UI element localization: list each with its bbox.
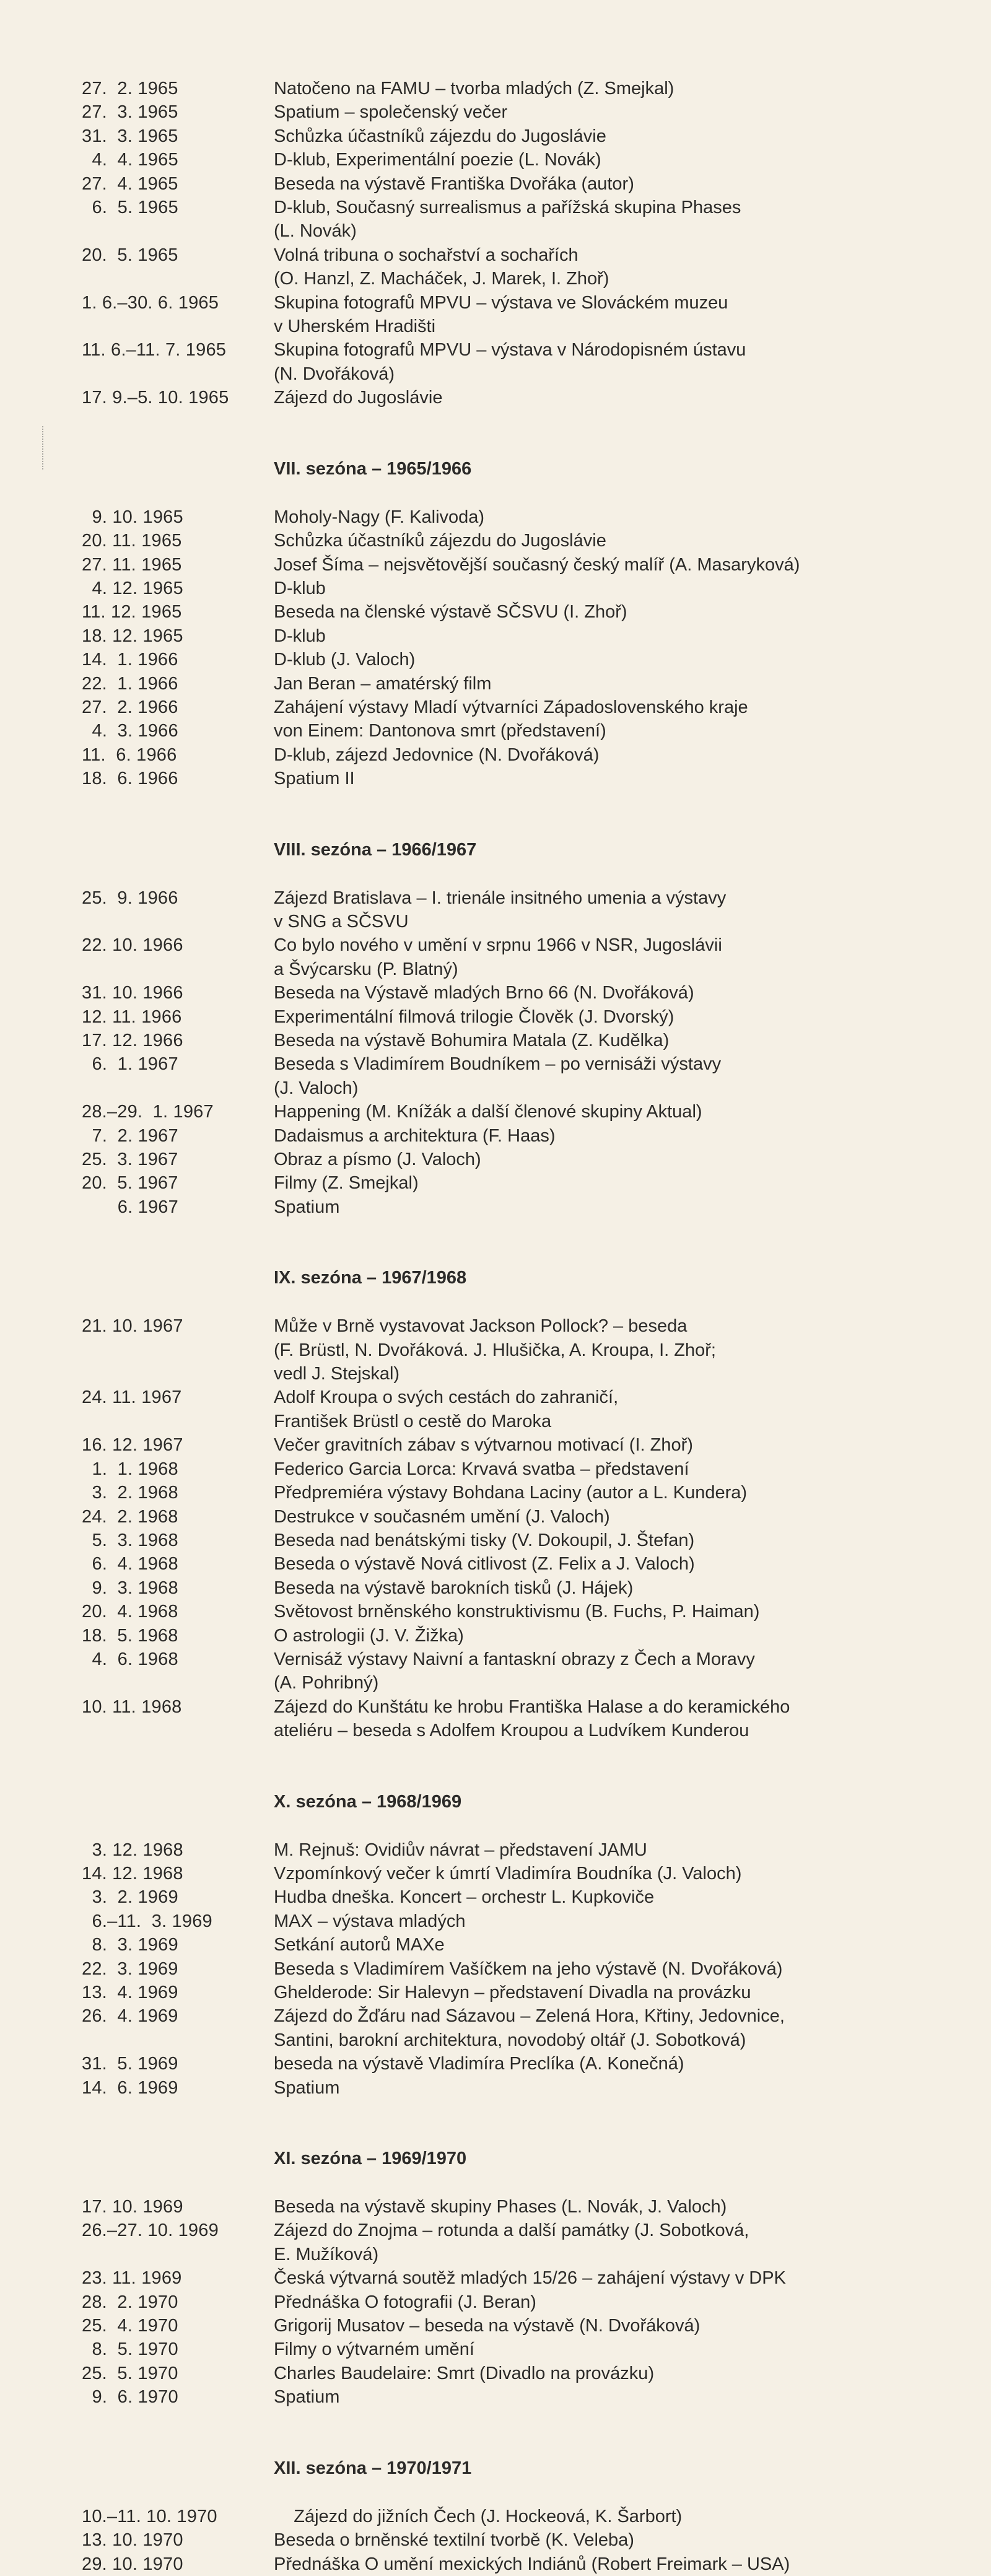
event-description-line: Zájezd do Kunštátu ke hrobu Františka Halase a do keramického bbox=[274, 1696, 790, 1717]
event-date: 25. 9. 1966 bbox=[82, 888, 178, 908]
event-description bbox=[274, 124, 606, 148]
event-row bbox=[0, 1100, 991, 1124]
event-description-line: Přednáška O umění mexických Indiánů (Robert Freimark – USA) bbox=[274, 2554, 790, 2574]
event-description-line: Happening (M. Knížák a další členové skupiny Aktual) bbox=[274, 1102, 702, 1122]
season-section bbox=[0, 838, 991, 1220]
event-description-line: Zájezd do jižních Čech (J. Hockeová, K. Šarbort) bbox=[274, 2506, 683, 2526]
event-row bbox=[0, 1124, 991, 1148]
event-row bbox=[0, 743, 991, 767]
event-date: 16. 12. 1967 bbox=[82, 1435, 183, 1456]
event-description bbox=[274, 933, 722, 981]
event-description bbox=[274, 2385, 339, 2409]
event-row bbox=[0, 696, 991, 719]
event-date: 13. 10. 1970 bbox=[82, 2530, 183, 2551]
event-description-line: Česká výtvarná soutěž mladých 15/26 – zahájení výstavy v DPK bbox=[274, 2268, 786, 2289]
event-row bbox=[0, 1600, 991, 1623]
season-section bbox=[0, 1266, 991, 1742]
event-description bbox=[274, 148, 601, 172]
event-row bbox=[0, 243, 991, 291]
event-description bbox=[274, 672, 491, 696]
event-description bbox=[274, 2528, 634, 2552]
event-description bbox=[274, 1885, 654, 1909]
event-date: 22. 10. 1966 bbox=[82, 935, 183, 956]
event-description bbox=[274, 886, 726, 934]
event-description-line: Santini, barokní architektura, novodobý oltář (J. Sobotková) bbox=[274, 2030, 746, 2050]
event-description-line: ateliéru – beseda s Adolfem Kroupou a Ludvíkem Kunderou bbox=[274, 1721, 749, 1741]
event-row bbox=[0, 2004, 991, 2052]
event-description bbox=[274, 696, 748, 719]
event-row bbox=[0, 338, 991, 386]
event-description-line: MAX – výstava mladých bbox=[274, 1911, 466, 1931]
event-description bbox=[274, 624, 326, 648]
event-description-line: (O. Hanzl, Z. Macháček, J. Marek, I. Zhoř) bbox=[274, 269, 609, 289]
event-date: 4. 12. 1965 bbox=[82, 578, 183, 598]
event-date: 18. 6. 1966 bbox=[82, 769, 178, 789]
event-date: 27. 2. 1965 bbox=[82, 79, 178, 98]
event-date: 1. 6.–30. 6. 1965 bbox=[82, 292, 219, 313]
event-description-line: Spatium – společenský večer bbox=[274, 102, 508, 123]
event-description bbox=[274, 1981, 751, 2004]
event-date: 27. 3. 1965 bbox=[82, 102, 178, 123]
event-row bbox=[0, 172, 991, 196]
event-row bbox=[0, 1386, 991, 1433]
event-date: 11. 6.–11. 7. 1965 bbox=[82, 340, 227, 360]
event-description-line: Zájezd do Znojma – rotunda a další památky (J. Sobotková, bbox=[274, 2220, 749, 2241]
event-description-line: D-klub bbox=[274, 626, 326, 646]
event-row bbox=[0, 1910, 991, 1933]
event-date: 13. 4. 1969 bbox=[82, 1983, 178, 2002]
event-row bbox=[0, 1029, 991, 1052]
event-date: 22. 3. 1969 bbox=[82, 1958, 178, 1979]
event-date: 17. 9.–5. 10. 1965 bbox=[82, 388, 229, 408]
event-description-line: Vernisáž výstavy Naivní a fantaskní obrazy z Čech a Moravy bbox=[274, 1649, 755, 1669]
event-date: 6. 1967 bbox=[82, 1197, 178, 1217]
event-row bbox=[0, 1648, 991, 1695]
event-description bbox=[274, 743, 599, 767]
event-description-line: Světovost brněnského konstruktivismu (B. Fuchs, P. Haiman) bbox=[274, 1602, 760, 1622]
event-description bbox=[274, 1933, 445, 1957]
event-description bbox=[274, 2052, 684, 2076]
event-row bbox=[0, 148, 991, 172]
event-date: 3. 2. 1969 bbox=[82, 1887, 178, 1908]
event-description-line: Spatium bbox=[274, 2387, 340, 2408]
event-description bbox=[274, 172, 634, 196]
event-description-line: D-klub, zájezd Jedovnice (N. Dvořáková) bbox=[274, 744, 600, 765]
event-description-line: Beseda na členské výstavě SČSVU (I. Zhoř) bbox=[274, 602, 627, 622]
event-description-line: Setkání autorů MAXe bbox=[274, 1935, 445, 1955]
event-row bbox=[0, 2338, 991, 2361]
event-description-line: Volná tribuna o sochařství a sochařích bbox=[274, 245, 578, 265]
event-date: 20. 11. 1965 bbox=[82, 531, 182, 551]
event-row bbox=[0, 1981, 991, 2004]
season-heading: XI. sezóna – 1969/1970 bbox=[274, 2149, 467, 2169]
event-row bbox=[0, 577, 991, 600]
event-date: 27. 2. 1966 bbox=[82, 697, 178, 717]
event-date: 20. 5. 1967 bbox=[82, 1173, 178, 1194]
event-date: 8. 3. 1969 bbox=[82, 1935, 178, 1955]
event-date: 9. 3. 1968 bbox=[82, 1578, 178, 1598]
event-description bbox=[274, 1433, 693, 1457]
event-description bbox=[274, 1695, 790, 1743]
event-row bbox=[0, 1481, 991, 1504]
event-description-line: Zahájení výstavy Mladí výtvarníci Západoslovenského kraje bbox=[274, 697, 748, 717]
event-date: 31. 3. 1965 bbox=[82, 126, 178, 146]
event-description-line: (F. Brüstl, N. Dvořáková. J. Hlušička, A. Kroupa, I. Zhoř; bbox=[274, 1340, 716, 1360]
event-description-line: Grigorij Musatov – beseda na výstavě (N. Dvořáková) bbox=[274, 2316, 701, 2336]
event-description bbox=[274, 2219, 749, 2266]
event-row bbox=[0, 1148, 991, 1171]
event-row bbox=[0, 1052, 991, 1100]
event-description bbox=[274, 2552, 790, 2576]
event-description bbox=[274, 1386, 618, 1433]
event-row bbox=[0, 1171, 991, 1195]
event-description bbox=[274, 1171, 419, 1195]
event-date: 20. 5. 1965 bbox=[82, 245, 178, 265]
event-row bbox=[0, 1457, 991, 1481]
season-heading: IX. sezóna – 1967/1968 bbox=[274, 1268, 467, 1288]
event-date: 12. 11. 1966 bbox=[82, 1006, 182, 1027]
event-description-line: D-klub, Experimentální poezie (L. Novák) bbox=[274, 150, 601, 170]
event-description-line: Přednáška O fotografii (J. Beran) bbox=[274, 2292, 536, 2312]
event-row bbox=[0, 1195, 991, 1219]
event-row bbox=[0, 1862, 991, 1885]
event-description-line: (A. Pohribný) bbox=[274, 1673, 379, 1693]
event-date: 28.–29. 1. 1967 bbox=[82, 1102, 214, 1122]
season-section bbox=[0, 77, 991, 410]
event-description-line: v SNG a SČSVU bbox=[274, 911, 409, 932]
event-row bbox=[0, 529, 991, 552]
event-description bbox=[274, 1529, 694, 1552]
event-date: 28. 2. 1970 bbox=[82, 2292, 178, 2312]
event-date: 3. 2. 1968 bbox=[82, 1483, 178, 1503]
event-date: 21. 10. 1967 bbox=[82, 1316, 183, 1337]
event-date: 5. 3. 1968 bbox=[82, 1530, 178, 1550]
event-description bbox=[274, 100, 507, 124]
event-date: 18. 5. 1968 bbox=[82, 1625, 178, 1646]
event-description bbox=[274, 2266, 786, 2290]
event-description bbox=[274, 1648, 755, 1695]
event-row bbox=[0, 196, 991, 243]
event-row bbox=[0, 1885, 991, 1909]
event-chronology bbox=[0, 77, 991, 2576]
event-row bbox=[0, 1529, 991, 1552]
event-description-line: Schůzka účastníků zájezdu do Jugoslávie bbox=[274, 126, 606, 146]
event-description bbox=[274, 2004, 785, 2052]
event-date: 6.–11. 3. 1969 bbox=[82, 1911, 212, 1931]
event-description bbox=[274, 505, 484, 529]
event-description-line: František Brüstl o cestě do Maroka bbox=[274, 1411, 552, 1431]
event-row bbox=[0, 2052, 991, 2076]
event-description bbox=[274, 2338, 474, 2361]
event-date: 4. 6. 1968 bbox=[82, 1649, 178, 1669]
event-description-line: Beseda na Výstavě mladých Brno 66 (N. Dvořáková) bbox=[274, 983, 694, 1003]
event-description-line: D-klub (J. Valoch) bbox=[274, 650, 416, 670]
event-description-line: Beseda na výstavě Františka Dvořáka (autor) bbox=[274, 173, 634, 194]
event-date: 27. 4. 1965 bbox=[82, 173, 178, 194]
event-description bbox=[274, 719, 606, 743]
event-date: 10. 11. 1968 bbox=[82, 1696, 182, 1717]
event-description bbox=[274, 529, 606, 552]
season-section bbox=[0, 2147, 991, 2409]
event-description bbox=[274, 1195, 339, 1219]
event-description bbox=[274, 196, 741, 243]
event-row bbox=[0, 648, 991, 671]
event-row bbox=[0, 2290, 991, 2314]
event-description bbox=[274, 553, 800, 577]
event-description-line: (J. Valoch) bbox=[274, 1078, 359, 1098]
event-description-line: Obraz a písmo (J. Valoch) bbox=[274, 1150, 481, 1170]
event-description-line: (N. Dvořáková) bbox=[274, 364, 395, 384]
event-date: 31. 10. 1966 bbox=[82, 983, 183, 1003]
event-description bbox=[274, 2505, 682, 2528]
event-description-line: Beseda nad benátskými tisky (V. Dokoupil, J. Štefan) bbox=[274, 1530, 695, 1550]
event-row bbox=[0, 2505, 991, 2528]
event-description-line: v Uherském Hradišti bbox=[274, 317, 436, 337]
event-description-line: Zájezd Bratislava – I. trienále insitného umenia a výstavy bbox=[274, 888, 727, 908]
event-description-line: Beseda na výstavě barokních tisků (J. Hájek) bbox=[274, 1578, 634, 1598]
event-date: 17. 10. 1969 bbox=[82, 2197, 183, 2217]
event-date: 4. 3. 1966 bbox=[82, 721, 178, 741]
event-row bbox=[0, 291, 991, 339]
season-heading: VIII. sezóna – 1966/1967 bbox=[274, 839, 477, 860]
event-description-line: D-klub bbox=[274, 578, 326, 598]
event-description-line: vedl J. Stejskal) bbox=[274, 1364, 400, 1384]
event-date: 18. 12. 1965 bbox=[82, 626, 183, 646]
event-description bbox=[274, 1957, 782, 1981]
event-description-line: Co bylo nového v umění v srpnu 1966 v NSR, Jugoslávii bbox=[274, 935, 722, 956]
event-date: 26.–27. 10. 1969 bbox=[82, 2220, 219, 2241]
event-row bbox=[0, 981, 991, 1005]
event-description-line: Beseda o brněnské textilní tvorbě (K. Veleba) bbox=[274, 2530, 634, 2551]
event-row bbox=[0, 933, 991, 981]
event-description-line: Večer gravitních zábav s výtvarnou motivací (I. Zhoř) bbox=[274, 1435, 693, 1456]
season-section bbox=[0, 2456, 991, 2576]
event-row bbox=[0, 886, 991, 934]
event-row bbox=[0, 624, 991, 648]
event-row bbox=[0, 1957, 991, 1981]
event-row bbox=[0, 2266, 991, 2290]
event-description-line: Josef Šíma – nejsvětovější současný český malíř (A. Masaryková) bbox=[274, 554, 800, 575]
season-heading: XII. sezóna – 1970/1971 bbox=[274, 2458, 472, 2478]
event-description-line: Spatium II bbox=[274, 769, 355, 789]
event-row bbox=[0, 1505, 991, 1529]
event-description-line: Zájezd do Žďáru nad Sázavou – Zelená Hora, Křtiny, Jedovnice, bbox=[274, 2006, 785, 2027]
event-description-line: Hudba dneška. Koncert – orchestr L. Kupkoviče bbox=[274, 1887, 655, 1908]
event-date: 25. 5. 1970 bbox=[82, 2363, 178, 2383]
event-description bbox=[274, 981, 694, 1005]
event-description bbox=[274, 1005, 674, 1029]
event-description bbox=[274, 1838, 647, 1862]
event-date: 4. 4. 1965 bbox=[82, 150, 178, 170]
event-row bbox=[0, 2076, 991, 2100]
event-row bbox=[0, 1695, 991, 1743]
event-date: 24. 11. 1967 bbox=[82, 1387, 182, 1408]
event-date: 1. 1. 1968 bbox=[82, 1459, 178, 1479]
event-description bbox=[274, 77, 674, 100]
event-row bbox=[0, 2195, 991, 2219]
event-description-line: Beseda na výstavě skupiny Phases (L. Novák, J. Valoch) bbox=[274, 2197, 727, 2217]
event-description-line: Jan Beran – amatérský film bbox=[274, 673, 492, 694]
event-date: 31. 5. 1969 bbox=[82, 2054, 178, 2074]
event-date: 22. 1. 1966 bbox=[82, 673, 178, 694]
event-row bbox=[0, 719, 991, 743]
event-description bbox=[274, 1029, 669, 1052]
season-heading: X. sezóna – 1968/1969 bbox=[274, 1791, 462, 1812]
event-description-line: Filmy (Z. Smejkal) bbox=[274, 1173, 419, 1194]
event-description bbox=[274, 1457, 689, 1481]
event-date: 23. 11. 1969 bbox=[82, 2268, 182, 2289]
event-date: 14. 12. 1968 bbox=[82, 1863, 183, 1884]
event-description bbox=[274, 291, 728, 339]
event-description bbox=[274, 767, 355, 790]
event-row bbox=[0, 2314, 991, 2338]
season-heading: VII. sezóna – 1965/1966 bbox=[274, 458, 472, 479]
event-description bbox=[274, 600, 627, 624]
event-description-line: Charles Baudelaire: Smrt (Divadlo na provázku) bbox=[274, 2363, 655, 2383]
event-row bbox=[0, 100, 991, 124]
event-description bbox=[274, 2076, 339, 2100]
event-description-line: Natočeno na FAMU – tvorba mladých (Z. Smejkal) bbox=[274, 79, 674, 98]
event-description-line: Federico Garcia Lorca: Krvavá svatba – představení bbox=[274, 1459, 689, 1479]
event-description-line: Adolf Kroupa o svých cestách do zahraničí, bbox=[274, 1387, 619, 1408]
event-description bbox=[274, 243, 609, 291]
event-description bbox=[274, 1314, 716, 1386]
event-description bbox=[274, 338, 746, 386]
event-description-line: Beseda na výstavě Bohumira Matala (Z. Kudělka) bbox=[274, 1031, 670, 1050]
event-description-line: O astrologii (J. V. Žižka) bbox=[274, 1625, 464, 1646]
event-date: 20. 4. 1968 bbox=[82, 1602, 178, 1622]
event-description-line: Může v Brně vystavovat Jackson Pollock? – beseda bbox=[274, 1316, 688, 1337]
event-description bbox=[274, 1052, 721, 1100]
event-description-line: von Einem: Dantonova smrt (představení) bbox=[274, 721, 606, 741]
event-date: 3. 12. 1968 bbox=[82, 1840, 183, 1860]
event-description bbox=[274, 1124, 556, 1148]
event-row bbox=[0, 2219, 991, 2266]
event-date: 14. 1. 1966 bbox=[82, 650, 178, 670]
event-description-line: M. Rejnuš: Ovidiův návrat – představení JAMU bbox=[274, 1840, 647, 1860]
event-row bbox=[0, 2552, 991, 2576]
event-description bbox=[274, 577, 326, 600]
event-row bbox=[0, 1624, 991, 1648]
event-row bbox=[0, 600, 991, 624]
season-section bbox=[0, 1790, 991, 2100]
event-description-line: Moholy-Nagy (F. Kalivoda) bbox=[274, 507, 485, 527]
season-section bbox=[0, 457, 991, 791]
event-date: 26. 4. 1969 bbox=[82, 2006, 178, 2027]
event-description bbox=[274, 2314, 700, 2338]
event-row bbox=[0, 124, 991, 148]
event-row bbox=[0, 2362, 991, 2385]
event-description-line: Beseda s Vladimírem Vašíčkem na jeho výstavě (N. Dvořáková) bbox=[274, 1958, 783, 1979]
event-row bbox=[0, 1552, 991, 1576]
event-row bbox=[0, 1433, 991, 1457]
event-row bbox=[0, 1314, 991, 1386]
event-description-line: D-klub, Současný surrealismus a pařížská skupina Phases bbox=[274, 198, 741, 218]
event-date: 9. 6. 1970 bbox=[82, 2387, 178, 2408]
event-date: 7. 2. 1967 bbox=[82, 1125, 178, 1146]
event-description bbox=[274, 1100, 702, 1124]
event-description-line: Schůzka účastníků zájezdu do Jugoslávie bbox=[274, 531, 606, 551]
event-description bbox=[274, 386, 442, 409]
event-description-line: Vzpomínkový večer k úmrtí Vladimíra Boudníka (J. Valoch) bbox=[274, 1863, 742, 1884]
event-date: 6. 4. 1968 bbox=[82, 1554, 178, 1574]
event-date: 24. 2. 1968 bbox=[82, 1506, 178, 1527]
event-date: 6. 1. 1967 bbox=[82, 1054, 178, 1075]
event-description-line: Spatium bbox=[274, 1197, 340, 1217]
event-date: 10.–11. 10. 1970 bbox=[82, 2506, 217, 2526]
event-date: 6. 5. 1965 bbox=[82, 198, 178, 218]
event-date: 9. 10. 1965 bbox=[82, 507, 183, 527]
event-description bbox=[274, 1576, 633, 1600]
event-row bbox=[0, 1933, 991, 1957]
event-description bbox=[274, 1600, 759, 1623]
event-date: 25. 3. 1967 bbox=[82, 1150, 178, 1170]
event-description-line: Spatium bbox=[274, 2077, 340, 2098]
event-description bbox=[274, 1148, 481, 1171]
event-row bbox=[0, 1576, 991, 1600]
event-description-line: Filmy o výtvarném umění bbox=[274, 2339, 474, 2360]
event-description-line: Experimentální filmová trilogie Člověk (J. Dvorský) bbox=[274, 1006, 674, 1027]
event-row bbox=[0, 2528, 991, 2552]
event-description-line: Skupina fotografů MPVU – výstava ve Slováckém muzeu bbox=[274, 292, 728, 313]
event-date: 27. 11. 1965 bbox=[82, 554, 182, 575]
event-date: 11. 12. 1965 bbox=[82, 602, 182, 622]
event-description bbox=[274, 1481, 747, 1504]
event-description-line: Ghelderode: Sir Halevyn – představení Divadla na provázku bbox=[274, 1983, 751, 2002]
event-description bbox=[274, 1552, 695, 1576]
event-row bbox=[0, 386, 991, 409]
event-description-line: Skupina fotografů MPVU – výstava v Národopisném ústavu bbox=[274, 340, 746, 360]
event-description bbox=[274, 2290, 536, 2314]
event-description bbox=[274, 2195, 727, 2219]
event-description bbox=[274, 1624, 464, 1648]
event-description-line: Destrukce v současném umění (J. Valoch) bbox=[274, 1506, 610, 1527]
event-date: 8. 5. 1970 bbox=[82, 2339, 178, 2360]
event-date: 29. 10. 1970 bbox=[82, 2554, 183, 2574]
event-description-line: Předpremiéra výstavy Bohdana Laciny (autor a L. Kundera) bbox=[274, 1483, 748, 1503]
event-row bbox=[0, 77, 991, 100]
event-date: 11. 6. 1966 bbox=[82, 744, 177, 765]
event-date: 17. 12. 1966 bbox=[82, 1031, 183, 1050]
event-description-line: (L. Novák) bbox=[274, 221, 357, 242]
event-description-line: Zájezd do Jugoslávie bbox=[274, 388, 443, 408]
event-description-line: Beseda o výstavě Nová citlivost (Z. Felix a J. Valoch) bbox=[274, 1554, 695, 1574]
event-row bbox=[0, 553, 991, 577]
event-description-line: Beseda s Vladimírem Boudníkem – po vernisáži výstavy bbox=[274, 1054, 722, 1075]
event-row bbox=[0, 505, 991, 529]
event-description-line: E. Mužíková) bbox=[274, 2244, 379, 2264]
event-row bbox=[0, 672, 991, 696]
event-date: 25. 4. 1970 bbox=[82, 2316, 178, 2336]
event-description bbox=[274, 1862, 741, 1885]
event-row bbox=[0, 767, 991, 790]
event-row bbox=[0, 1005, 991, 1029]
event-description-line: a Švýcarsku (P. Blatný) bbox=[274, 959, 458, 979]
event-row bbox=[0, 1838, 991, 1862]
event-description-line: beseda na výstavě Vladimíra Preclíka (A. Konečná) bbox=[274, 2054, 684, 2074]
event-description bbox=[274, 1505, 610, 1529]
event-description bbox=[274, 648, 415, 671]
event-row bbox=[0, 2385, 991, 2409]
event-description bbox=[274, 2362, 654, 2385]
event-description-line: Dadaismus a architektura (F. Haas) bbox=[274, 1125, 556, 1146]
event-date: 14. 6. 1969 bbox=[82, 2077, 178, 2098]
event-description bbox=[274, 1910, 465, 1933]
